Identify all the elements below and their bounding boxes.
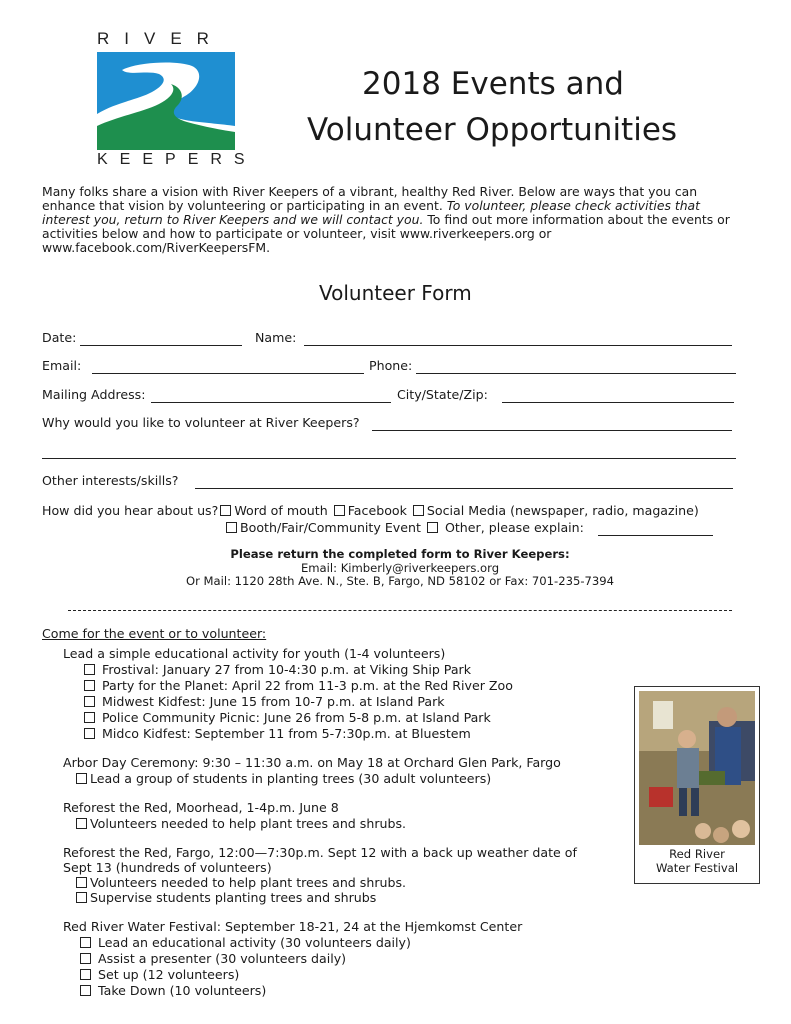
- other-field[interactable]: [195, 488, 733, 489]
- police-picnic-checkbox[interactable]: [84, 712, 95, 723]
- frostival-checkbox[interactable]: [84, 664, 95, 675]
- police-picnic-label: Police Community Picnic: June 26 from 5-8 p.m. at Island Park: [102, 710, 491, 725]
- fargo-heading-2: Sept 13 (hundreds of volunteers): [63, 860, 272, 875]
- intro-text-2: To volunteer, please check activities that interest you, return to River Keepers and we will contact you.: [42, 198, 701, 227]
- intro-paragraph: [42, 185, 747, 255]
- city-field[interactable]: [502, 402, 734, 403]
- intro-text-3: To find out more information about the events or activities below and how to participate or volunteer, visit www.riverkeepers.org or www.facebook.com/RiverKeepersFM.: [42, 212, 730, 255]
- festival-heading: Red River Water Festival: September 18-21, 24 at the Hjemkomst Center: [63, 919, 523, 934]
- youth-item-1: [82, 662, 471, 677]
- fargo-heading-1: Reforest the Red, Fargo, 12:00—7:30p.m. Sept 12 with a back up weather date of: [63, 845, 577, 860]
- midwest-kidfest-label: Midwest Kidfest: June 15 from 10-7 p.m. at Island Park: [102, 694, 445, 709]
- return-email: Email: Kimberly@riverkeepers.org: [300, 561, 500, 575]
- photo-frame: [634, 686, 760, 884]
- other-explain-field[interactable]: [598, 535, 713, 536]
- midco-kidfest-checkbox[interactable]: [84, 728, 95, 739]
- other-checkbox[interactable]: [427, 522, 438, 533]
- logo-top-text: RIVER: [97, 29, 224, 48]
- phone-field[interactable]: [416, 373, 736, 374]
- return-mail: Or Mail: 1120 28th Ave. N., Ste. B, Fargo, ND 58102 or Fax: 701-235-7394: [185, 574, 615, 588]
- facebook-label: Facebook: [347, 503, 407, 518]
- festival-item-4: [78, 983, 266, 998]
- festival-item-1: [78, 935, 411, 950]
- youth-item-3: [82, 694, 445, 709]
- fargo-plant-checkbox[interactable]: [76, 877, 87, 888]
- form-title: Volunteer Form: [319, 281, 472, 305]
- other-label: Other interests/skills?: [42, 473, 179, 488]
- heard-label: How did you hear about us?: [42, 503, 219, 518]
- address-label: Mailing Address:: [42, 387, 146, 402]
- youth-item-5: [82, 726, 471, 741]
- heard-row-2: [224, 520, 584, 535]
- photo-caption-2: Water Festival: [655, 861, 739, 875]
- name-field[interactable]: [304, 345, 732, 346]
- festival-takedown-checkbox[interactable]: [80, 985, 91, 996]
- fargo-supervise-label: Supervise students planting trees and shrubs: [90, 890, 377, 905]
- city-label: City/State/Zip:: [397, 387, 488, 402]
- festival-assist-label: Assist a presenter (30 volunteers daily): [98, 951, 347, 966]
- title-line-1: 2018 Events and: [362, 66, 624, 102]
- festival-takedown-label: Take Down (10 volunteers): [98, 983, 267, 998]
- festival-lead-checkbox[interactable]: [80, 937, 91, 948]
- phone-label: Phone:: [369, 358, 413, 373]
- email-label: Email:: [42, 358, 82, 373]
- festival-lead-label: Lead an educational activity (30 volunteers daily): [98, 935, 411, 950]
- water-festival-photo: [639, 691, 755, 845]
- name-label: Name:: [255, 330, 297, 345]
- arbor-item-1: [74, 771, 491, 786]
- river-keepers-logo: [97, 52, 235, 150]
- booth-label: Booth/Fair/Community Event: [240, 520, 421, 535]
- arbor-heading: Arbor Day Ceremony: 9:30 – 11:30 a.m. on May 18 at Orchard Glen Park, Fargo: [63, 755, 561, 770]
- email-field[interactable]: [92, 373, 364, 374]
- moorhead-heading: Reforest the Red, Moorhead, 1-4p.m. June 8: [63, 800, 339, 815]
- facebook-checkbox[interactable]: [334, 505, 345, 516]
- booth-checkbox[interactable]: [226, 522, 237, 533]
- why-label: Why would you like to volunteer at River Keepers?: [42, 415, 360, 430]
- party-planet-label: Party for the Planet: April 22 from 11-3 p.m. at the Red River Zoo: [102, 678, 513, 693]
- moorhead-label: Volunteers needed to help plant trees and shrubs.: [90, 816, 407, 831]
- social-media-checkbox[interactable]: [413, 505, 424, 516]
- fargo-item-2: [74, 890, 376, 905]
- address-field[interactable]: [151, 402, 391, 403]
- fargo-plant-label: Volunteers needed to help plant trees and shrubs.: [90, 875, 407, 890]
- youth-heading: Lead a simple educational activity for youth (1-4 volunteers): [63, 646, 446, 661]
- fargo-item-1: [74, 875, 406, 890]
- river-logo-icon: [97, 52, 235, 150]
- youth-item-2: [82, 678, 513, 693]
- arbor-checkbox[interactable]: [76, 773, 87, 784]
- midco-kidfest-label: Midco Kidfest: September 11 from 5-7:30p.m. at Bluestem: [102, 726, 471, 741]
- fargo-supervise-checkbox[interactable]: [76, 892, 87, 903]
- photo-caption-1: Red River: [669, 847, 725, 861]
- word-of-mouth-label: Word of mouth: [234, 503, 328, 518]
- festival-assist-checkbox[interactable]: [80, 953, 91, 964]
- youth-item-4: [82, 710, 491, 725]
- festival-setup-checkbox[interactable]: [80, 969, 91, 980]
- midwest-kidfest-checkbox[interactable]: [84, 696, 95, 707]
- title-line-2: Volunteer Opportunities: [306, 112, 678, 148]
- return-heading: Please return the completed form to River Keepers:: [230, 547, 570, 561]
- logo-bottom-text: KEEPERS: [97, 151, 257, 168]
- why-field[interactable]: [372, 430, 732, 431]
- heard-row-1: [42, 503, 699, 518]
- party-planet-checkbox[interactable]: [84, 680, 95, 691]
- date-label: Date:: [42, 330, 77, 345]
- why-field-line-2[interactable]: [42, 458, 736, 459]
- arbor-label: Lead a group of students in planting trees (30 adult volunteers): [90, 771, 492, 786]
- moorhead-item-1: [74, 816, 406, 831]
- moorhead-checkbox[interactable]: [76, 818, 87, 829]
- frostival-label: Frostival: January 27 from 10-4:30 p.m. at Viking Ship Park: [102, 662, 472, 677]
- date-field[interactable]: [80, 345, 242, 346]
- other-option-label: Other, please explain:: [444, 520, 584, 535]
- festival-item-3: [78, 967, 239, 982]
- events-heading: Come for the event or to volunteer:: [42, 626, 267, 641]
- intro-text-1: Many folks share a vision with River Keepers of a vibrant, healthy Red River. Below are ways that you can enhance that vision by volunteering or participating in an event.: [42, 184, 698, 213]
- divider: [68, 610, 732, 611]
- festival-item-2: [78, 951, 346, 966]
- festival-setup-label: Set up (12 volunteers): [98, 967, 240, 982]
- word-of-mouth-checkbox[interactable]: [220, 505, 231, 516]
- social-media-label: Social Media (newspaper, radio, magazine): [426, 503, 699, 518]
